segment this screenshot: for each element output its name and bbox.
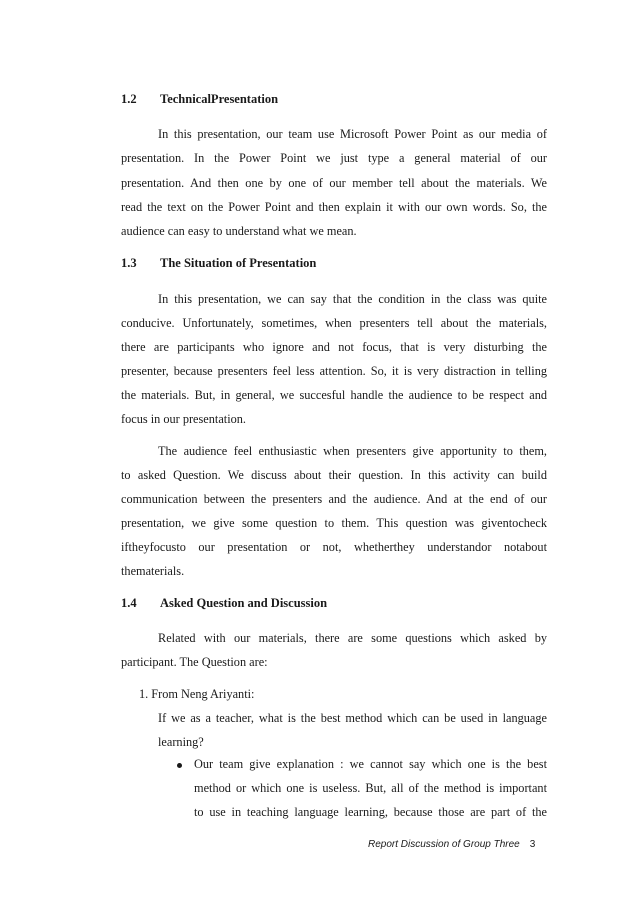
paragraph-line: to asked Question. We discuss about their question. In this activity can build xyxy=(121,468,547,482)
paragraph-line: presentation. And then one by one of our member tell about the materials. We xyxy=(121,176,547,190)
section-heading-1-3 xyxy=(121,256,316,271)
list-item-label: 1. From Neng Ariyanti: xyxy=(139,687,255,701)
section-title: Asked Question and Discussion xyxy=(160,596,328,610)
paragraph-line: presentation, we give some question to them. This question was giventocheck xyxy=(121,516,547,530)
section-number: 1.2 xyxy=(121,92,137,106)
bullet-line: method or which one is useless. But, all of the method is important xyxy=(194,781,547,795)
list-item-line: learning? xyxy=(158,735,204,749)
section-number: 1.4 xyxy=(121,596,137,610)
bullet-line: Our team give explanation : we cannot say which one is the best xyxy=(194,757,547,771)
paragraph-line: audience can easy to understand what we mean. xyxy=(121,224,357,238)
paragraph-line: there are participants who ignore and not focus, that is very disturbing the xyxy=(121,340,547,354)
paragraph-line: focus in our presentation. xyxy=(121,412,246,426)
paragraph-line: communication between the presenters and the audience. And at the end of our xyxy=(121,492,547,506)
page-footer xyxy=(368,839,535,850)
bullet-icon xyxy=(177,763,182,768)
list-item-line: If we as a teacher, what is the best method which can be used in language xyxy=(158,711,547,725)
paragraph-line: In this presentation, our team use Microsoft Power Point as our media of xyxy=(158,127,547,141)
paragraph-line: presentation. In the Power Point we just type a general material of our xyxy=(121,151,547,165)
section-title: The Situation of Presentation xyxy=(160,256,317,270)
paragraph-line: presenter, because presenters feel less attention. So, it is very distraction in telling xyxy=(121,364,547,378)
paragraph-line: In this presentation, we can say that the condition in the class was quite xyxy=(158,292,547,306)
section-title: TechnicalPresentation xyxy=(160,92,279,106)
paragraph-line: participant. The Question are: xyxy=(121,655,268,669)
paragraph-line: The audience feel enthusiastic when presenters give apportunity to them, xyxy=(158,444,547,458)
paragraph-line: conducive. Unfortunately, sometimes, when presenters tell about the materials, xyxy=(121,316,547,330)
paragraph-line: read the text on the Power Point and then explain it with our own words. So, the xyxy=(121,200,547,214)
section-number: 1.3 xyxy=(121,256,137,270)
section-heading-1-4 xyxy=(121,596,327,611)
section-heading-1-2 xyxy=(121,92,278,107)
footer-text: Report Discussion of Group Three xyxy=(368,839,520,850)
paragraph-line: thematerials. xyxy=(121,564,185,578)
bullet-line: to use in teaching language learning, because those are part of the xyxy=(194,805,547,819)
page-number: 3 xyxy=(529,839,536,850)
paragraph-line: the materials. But, in general, we succesful handle the audience to be respect and xyxy=(121,388,547,402)
paragraph-line: iftheyfocusto our presentation or not, whetherthey understandor notabout xyxy=(121,540,547,554)
paragraph-line: Related with our materials, there are some questions which asked by xyxy=(158,631,547,645)
